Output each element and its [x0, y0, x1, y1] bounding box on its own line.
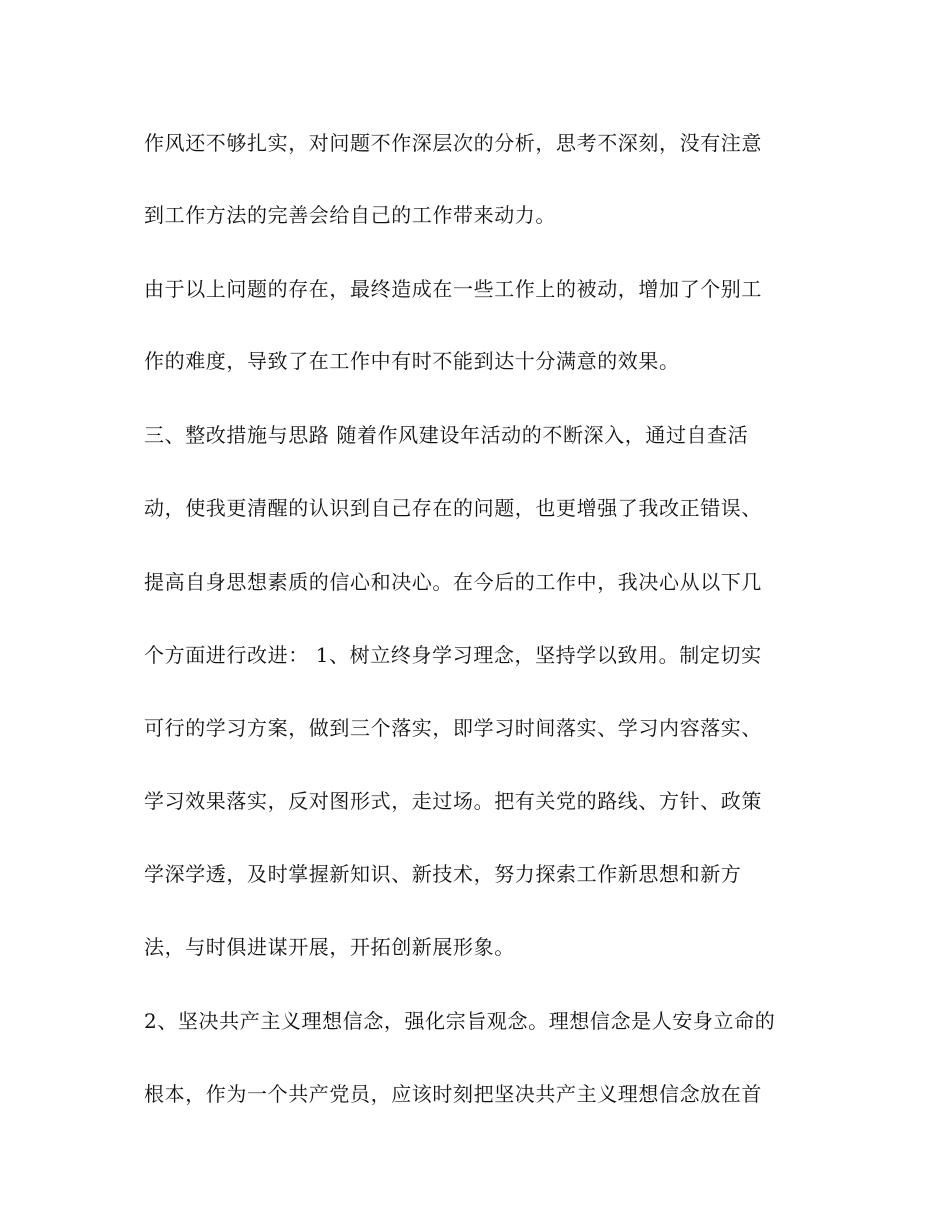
text-line: 可行的学习方案，做到三个落实，即学习时间落实、学习内容落实、 [144, 716, 762, 740]
text-line: 动，使我更清醒的认识到自己存在的问题，也更增强了我改正错误、 [144, 496, 762, 520]
text-line: 法，与时俱进谋开展，开拓创新展形象。 [144, 935, 515, 959]
text-line: 由于以上问题的存在，最终造成在一些工作上的被动，增加了个别工 [144, 277, 762, 301]
text-line: 三、整改措施与思路 随着作风建设年活动的不断深入，通过自查活 [144, 423, 749, 447]
text-line: 个方面进行改进： 1、树立终身学习理念，坚持学以致用。制定切实 [144, 643, 762, 667]
text-line: 到工作方法的完善会给自己的工作带来动力。 [144, 203, 556, 227]
text-line: 提高自身思想素质的信心和决心。在今后的工作中，我决心从以下几 [144, 570, 762, 594]
text-line: 学习效果落实，反对图形式，走过场。把有关党的路线、方针、政策 [144, 789, 762, 813]
text-line: 学深学透，及时掌握新知识、新技术，努力探索工作新思想和新方 [144, 862, 742, 886]
text-line: 作的难度，导致了在工作中有时不能到达十分满意的效果。 [144, 349, 680, 373]
text-line: 2、坚决共产主义理想信念，强化宗旨观念。理想信念是人安身立命的 [144, 1009, 776, 1033]
text-line: 作风还不够扎实，对问题不作深层次的分析，思考不深刻，没有注意 [144, 131, 762, 155]
text-line: 根本，作为一个共产党员，应该时刻把坚决共产主义理想信念放在首 [144, 1082, 762, 1106]
